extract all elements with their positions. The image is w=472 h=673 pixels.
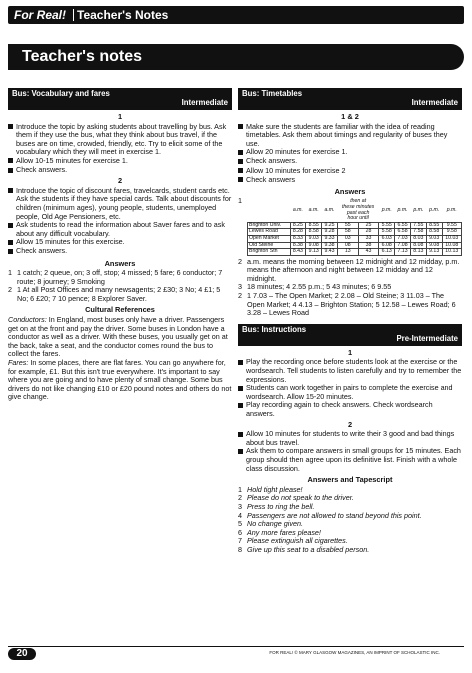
section-header-instructions bbox=[238, 324, 462, 346]
bullet-icon bbox=[238, 148, 246, 157]
bullet-item: Allow 10 minutes for students to write their 3 good and bad things about bus travel. bbox=[238, 430, 462, 447]
section-level: Pre-Intermediate bbox=[396, 334, 458, 344]
page-title-banner: Teacher's notes bbox=[8, 44, 464, 70]
page-header bbox=[8, 6, 464, 24]
table-row: Open Market 8.33 9.03 9.33 03 33 6.03 7.03 8.03 9.03 10.03 bbox=[248, 235, 462, 242]
bullet-item: Play recording again to check answers. Check wordsearch answers. bbox=[238, 401, 462, 418]
left-column bbox=[8, 88, 232, 402]
page-number: 20 bbox=[8, 648, 36, 660]
bullet-item: Make sure the students are familiar with the idea of reading timetables. Ask them about timings and regularity of buses they use. bbox=[238, 123, 462, 149]
bullet-icon bbox=[8, 157, 16, 166]
answer-line: 1 1 catch; 2 queue, on; 3 off, stop; 4 missed; 5 fare; 6 conductor; 7 route; 8 journey; 9 Smoking bbox=[8, 268, 223, 286]
bullet-icon bbox=[8, 187, 16, 221]
exercise-number: 1 bbox=[117, 112, 123, 121]
tapescript-line: 2 Please do not speak to the driver. bbox=[238, 493, 354, 503]
tapescript-line: 8 Give up this seat to a disabled person. bbox=[238, 544, 370, 554]
bullet-item: Introduce the topic of discount fares, travelcards, student cards etc. Ask the students if they have special cards. Talk about discounts for children (minimum ages), young people, students, unemployed people, Old Age Pensioners, etc. bbox=[8, 187, 232, 221]
exercise-number: 1 & 2 bbox=[341, 112, 359, 121]
timetable-table bbox=[247, 199, 462, 255]
bullet-icon bbox=[238, 401, 246, 418]
bullet-item: Check answers. bbox=[8, 247, 232, 256]
bullet-item: Ask students to read the information about Saver fares and to ask about any difficult vocabulary. bbox=[8, 221, 232, 238]
cultural-references-heading: Cultural References bbox=[85, 305, 155, 315]
bullet-item: Introduce the topic by asking students about travelling by bus. Ask them if they use the bus, what they think about bus travel, if the buses are on time, crowded, friendly, etc. Try to elicit some of the vocabulary which they will meet in exercise 1. bbox=[8, 123, 232, 157]
table-row: Lewes Road 8.28 8.58 9.28 58 28 5.58 6.58 7.58 8.58 9.58 bbox=[248, 229, 462, 236]
table-row: Old Steine 8.38 9.08 9.38 08 38 6.08 7.08 8.08 9.08 10.08 bbox=[248, 242, 462, 249]
section-title: Bus: Vocabulary and fares bbox=[12, 89, 110, 98]
cultural-paragraph: Fares: In some places, there are flat fares. You can go anywhere for, for example, £1. But this isn't true everywhere. It's important to say where you are going and to have plenty of small change. Some bus drivers do not like changing £10 or £20 pound notes and others do not give change. bbox=[8, 358, 232, 402]
section-title: Bus: Timetables bbox=[242, 89, 303, 98]
right-column bbox=[238, 88, 462, 555]
cultural-paragraph: Conductors: In England, most buses only have a driver. Passengers get on at the front and pay the driver. Some buses in London have a conductor as well as a driver. With these buses, you usually get on at the back, take a seat, and the conductor comes round the bus to collect the fares. bbox=[8, 315, 228, 359]
answer-line: 2 1 7.03 – The Open Market; 2 2.08 – Old Steine; 3 11.03 – The Open Market; 4 4.13 – Brighton Station; 5 12.58 – Lewes Road; 6 3.28 – Lewes Road bbox=[238, 291, 456, 318]
section-header-vocabulary bbox=[8, 88, 232, 110]
table-row: Brighton Univ. 8.25 8.55 9.25 55 25 5.55 6.55 7.55 8.55 9.55 bbox=[248, 222, 462, 229]
tapescript-line: 5 No change given. bbox=[238, 519, 303, 529]
bullet-item: Play the recording once before students look at the exercise or the wordsearch. Tell students to listen carefully and try to remember the expressions. bbox=[238, 358, 462, 384]
answer-line: 3 18 minutes; 4 2.55 p.m.; 5 43 minutes; 6 9.55 bbox=[238, 282, 392, 292]
bullet-icon bbox=[238, 123, 246, 149]
answer-line: 1 a.m. a.m. a.m. then at these minutes past each hour until p.m. p.m. p.m. p.m. p.m. Brighton Univ. 8.25 8.55 9.25 55 25 5.55 6.55 7.55 8.55 9.55 Lewes Road 8.28 8.58 9.28 58 28 5.58 6.58 7.58 8.58 9.58 Open Market 8.33 9.03 9.33 03 33 6.03 7.03 8.03 9.03 10.03 Old Steine 8.38 9.08 9.38 08 38 6.08 7.08 8.08 9.08 10.08 Brighton Stn 8.43 9.13 9.43 13 43 6.13 7.13 8.13 9.13 10.13 bbox=[238, 197, 462, 257]
bullet-icon bbox=[8, 123, 16, 157]
answers-heading: Answers bbox=[104, 258, 136, 268]
bullet-icon bbox=[8, 238, 16, 247]
bullet-icon bbox=[238, 430, 246, 447]
tapescript-heading: Answers and Tapescript bbox=[307, 475, 393, 485]
bullet-icon bbox=[8, 221, 16, 238]
bullet-icon bbox=[238, 447, 246, 473]
bullet-item: Check answers bbox=[238, 176, 462, 185]
bullet-item: Check answers. bbox=[8, 166, 232, 175]
bullet-icon bbox=[238, 384, 246, 401]
tapescript-line: 1 Hold tight please! bbox=[238, 484, 303, 494]
copyright-credit: FOR REAL! © MARY GLASGOW MAGAZINES, AN IMPRINT OF SCHOLASTIC INC. bbox=[269, 650, 440, 655]
bullet-item: Allow 10-15 minutes for exercise 1. bbox=[8, 157, 232, 166]
bullet-item: Allow 10 minutes for exercise 2 bbox=[238, 167, 462, 176]
answer-line: 2 1 At all Post Offices and many newsagents; 2 £30; 3 No; 4 £1; 5 No; 6 £20; 7 10 pence; 8 Explorer Saver. bbox=[8, 285, 221, 303]
header-title: Teacher's Notes bbox=[77, 8, 169, 22]
section-title: Bus: Instructions bbox=[242, 324, 307, 334]
table-header-row: a.m. a.m. a.m. then at these minutes past each hour until p.m. p.m. p.m. p.m. p.m. bbox=[292, 198, 457, 222]
header-divider bbox=[73, 9, 74, 21]
bullet-item: Allow 15 minutes for this exercise. bbox=[8, 238, 232, 247]
answers-heading: Answers bbox=[334, 186, 366, 196]
bullet-item: Allow 20 minutes for exercise 1. bbox=[238, 148, 462, 157]
bullet-item: Check answers. bbox=[238, 157, 462, 166]
bullet-item: Students can work together in pairs to complete the exercise and wordsearch. Allow 15-20 minutes. bbox=[238, 384, 462, 401]
bullet-icon bbox=[238, 176, 246, 185]
bullet-icon bbox=[8, 166, 16, 175]
bullet-icon bbox=[8, 247, 16, 256]
page-footer bbox=[8, 646, 464, 657]
table-row: Brighton Stn 8.43 9.13 9.43 13 43 6.13 7.13 8.13 9.13 10.13 bbox=[248, 249, 462, 256]
bullet-icon bbox=[238, 167, 246, 176]
bullet-item: Ask them to compare answers in small groups for 15 minutes. Each group should then agree upon its definitive list. Finish with a whole class discussion. bbox=[238, 447, 462, 473]
answer-line: 2 a.m. means the morning between 12 midnight and 12 midday, p.m. means the afternoon and night between 12 midday and 12 midnight. bbox=[238, 256, 460, 283]
brand-logo: For Real! bbox=[14, 8, 67, 22]
section-header-timetables bbox=[238, 88, 462, 110]
section-level: Intermediate bbox=[181, 98, 228, 108]
exercise-number: 1 bbox=[347, 347, 353, 357]
tapescript-line: 7 Please extinguish all cigarettes. bbox=[238, 536, 348, 546]
bullet-icon bbox=[238, 157, 246, 166]
tapescript-line: 3 Press to ring the bell. bbox=[238, 501, 315, 511]
bullet-icon bbox=[238, 358, 246, 384]
exercise-number: 2 bbox=[347, 419, 353, 429]
tapescript-line: 6 Any more fares please! bbox=[238, 527, 321, 537]
tapescript-line: 4 Passengers are not allowed to stand beyond this point. bbox=[238, 510, 422, 520]
exercise-number: 2 bbox=[117, 176, 123, 186]
section-level: Intermediate bbox=[411, 98, 458, 108]
